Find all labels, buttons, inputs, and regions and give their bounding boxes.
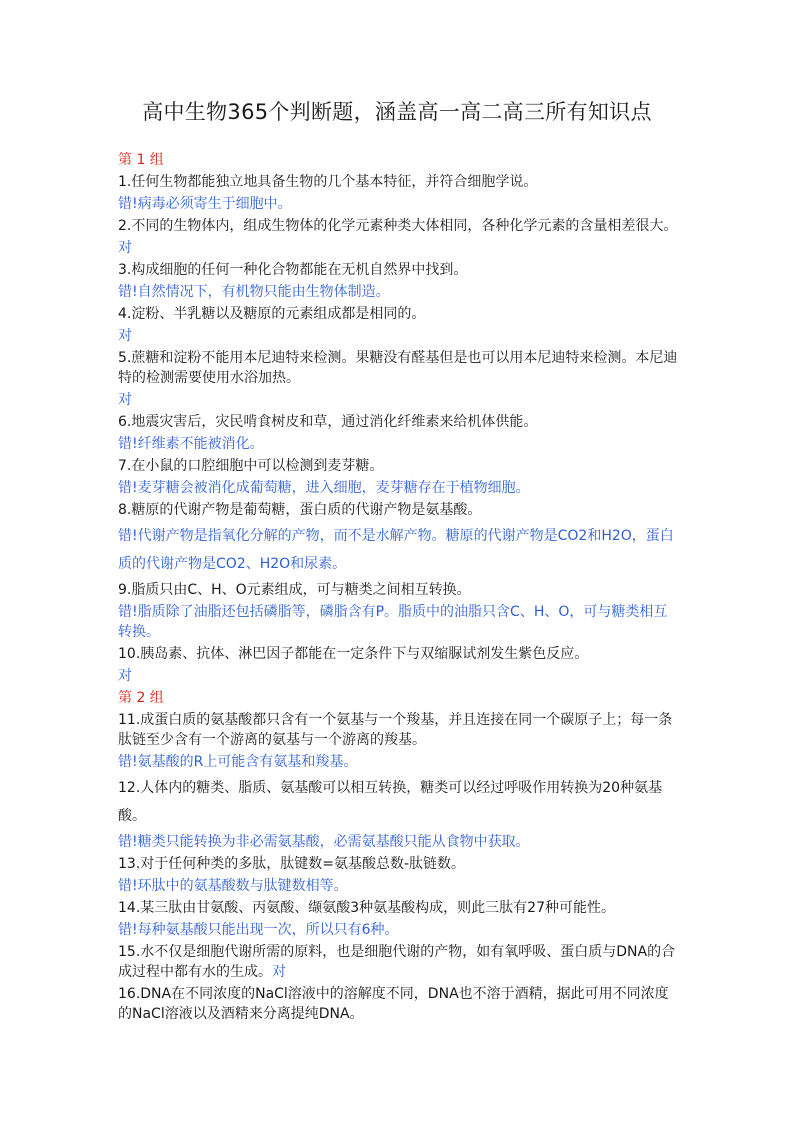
question-text: 11.成蛋白质的氨基酸都只含有一个氨基与一个羧基，并且连接在同一个碳原子上；每一条肽链至少含有一个游离的氨基与一个游离的羧基。 [118, 712, 673, 748]
answer-text: 错!麦芽糖会被消化成葡萄糖，进入细胞，麦芽糖存在于植物细胞。 [118, 480, 530, 496]
answer-text: 对 [118, 392, 132, 408]
question-text [118, 942, 678, 982]
answer-text: 对 [118, 668, 132, 684]
question-text: 6.地震灾害后，灾民啃食树皮和草，通过消化纤维素来给机体供能。 [118, 414, 538, 430]
page-title: 高中生物365个判断题，涵盖高一高二高三所有知识点 [142, 100, 652, 124]
answer-text: 错!脂质除了油脂还包括磷脂等，磷脂含有P。脂质中的油脂只含C、H、O，可与糖类相互转换。 [118, 604, 668, 640]
answer-text: 错!病毒必须寄生于细胞中。 [118, 196, 292, 212]
question-text: 4.淀粉、半乳糖以及糖原的元素组成都是相同的。 [118, 306, 426, 322]
question-text: 1.任何生物都能独立地具备生物的几个基本特征，并符合细胞学说。 [118, 174, 538, 190]
question-list [118, 150, 678, 1026]
answer-text: 错!纤维素不能被消化。 [118, 436, 264, 452]
question-text: 14.某三肽由甘氨酸、丙氨酸、缬氨酸3种氨基酸构成，则此三肽有27种可能性。 [118, 900, 615, 916]
answer-text: 错!糖类只能转换为非必需氨基酸，必需氨基酸只能从食物中获取。 [118, 834, 530, 850]
question-text: 10.胰岛素、抗体、淋巴因子都能在一定条件下与双缩脲试剂发生紫色反应。 [118, 646, 589, 662]
answer-text: 错!每种氨基酸只能出现一次，所以只有6种。 [118, 922, 399, 938]
question-text: 8.糖原的代谢产物是葡萄糖，蛋白质的代谢产物是氨基酸。 [118, 502, 482, 518]
question-text: 7.在小鼠的口腔细胞中可以检测到麦芽糖。 [118, 458, 384, 474]
answer-text: 对 [272, 964, 286, 980]
question-text: 5.蔗糖和淀粉不能用本尼迪特来检测。果糖没有醛基但是也可以用本尼迪特来检测。本尼迪特的检测需要使用水浴加热。 [118, 350, 678, 386]
question-text: 2.不同的生物体内，组成生物体的化学元素种类大体相同，各种化学元素的含量相差很大。 [118, 218, 678, 234]
answer-text: 错!环肽中的氨基酸数与肽键数相等。 [118, 878, 348, 894]
question-body: 15.水不仅是细胞代谢所需的原料，也是细胞代谢的产物，如有氧呼吸、蛋白质与DNA的合成过程中都有水的生成。 [118, 944, 676, 980]
question-text: 9.脂质只由C、H、O元素组成，可与糖类之间相互转换。 [118, 582, 471, 598]
group-heading: 第 2 组 [118, 690, 164, 706]
answer-text: 对 [118, 240, 132, 256]
question-text: 3.构成细胞的任何一种化合物都能在无机自然界中找到。 [118, 262, 468, 278]
answer-text: 对 [118, 328, 132, 344]
answer-text: 错!氨基酸的R上可能含有氨基和羧基。 [118, 754, 358, 770]
question-text: 12.人体内的糖类、脂质、氨基酸可以相互转换，糖类可以经过呼吸作用转换为20种氨基酸。 [118, 780, 663, 824]
question-text: 13.对于任何种类的多肽，肽键数=氨基酸总数-肽链数。 [118, 856, 466, 872]
answer-text: 错!代谢产物是指氧化分解的产物，而不是水解产物。糖原的代谢产物是CO2和H2O，蛋白质的代谢产物是CO2、H2O和尿素。 [118, 528, 674, 572]
group-heading: 第 1 组 [118, 152, 164, 168]
answer-text: 错!自然情况下，有机物只能由生物体制造。 [118, 284, 390, 300]
question-text: 16.DNA在不同浓度的NaCl溶液中的溶解度不同，DNA也不溶于酒精，据此可用不同浓度的NaCl溶液以及酒精来分离提纯DNA。 [118, 986, 669, 1022]
